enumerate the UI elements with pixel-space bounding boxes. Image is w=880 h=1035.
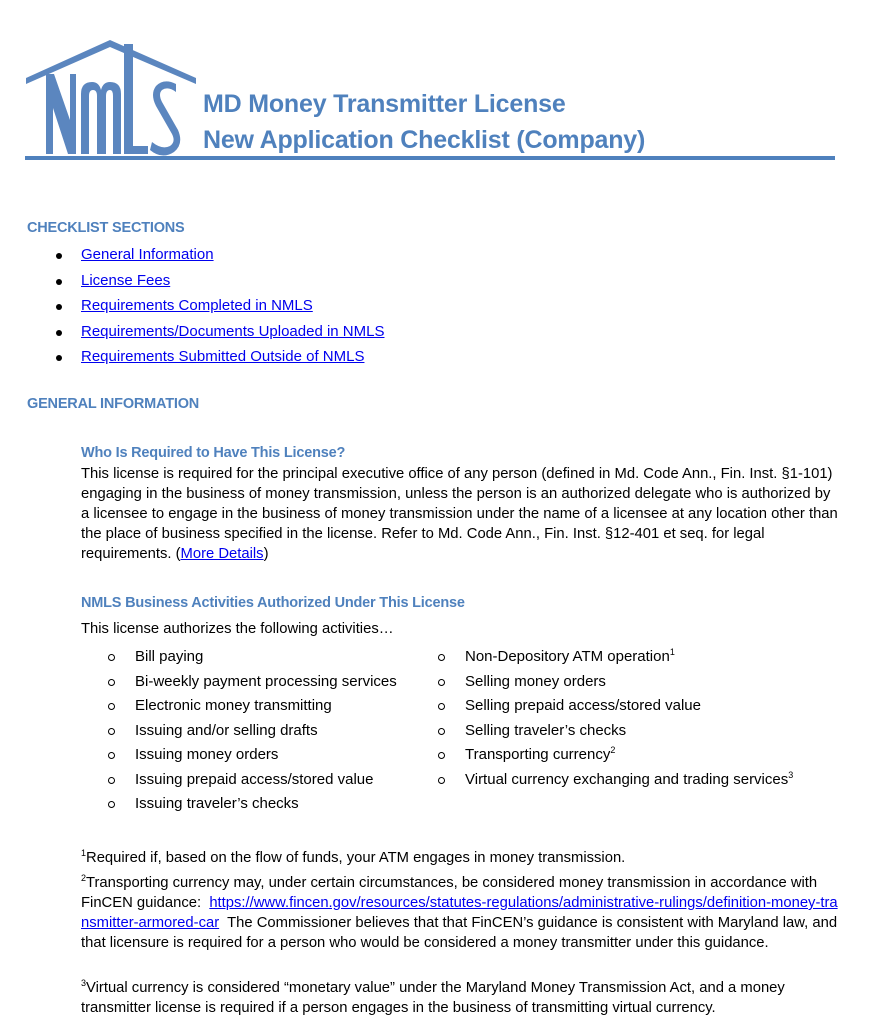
toc-item-requirements-uploaded: [55, 321, 384, 347]
who-required-text: [81, 464, 841, 564]
footnote-number: 1: [81, 848, 87, 858]
toc-item-requirements-outside: [55, 346, 384, 372]
activities-heading: NMLS Business Activities Authorized Under This License: [81, 595, 465, 611]
activity-item: [438, 671, 793, 696]
activity-label: Non-Depository ATM operation: [465, 648, 670, 665]
activities-list-right: [438, 646, 793, 793]
toc-link-requirements-completed[interactable]: Requirements Completed in NMLS: [81, 297, 313, 314]
activity-label: Issuing traveler’s checks: [135, 795, 299, 812]
activity-label: Issuing money orders: [135, 746, 279, 763]
footnote-number: 3: [81, 978, 87, 988]
activity-item: [108, 671, 397, 696]
who-required-heading: Who Is Required to Have This License?: [81, 445, 346, 461]
activity-label: Virtual currency exchanging and trading services: [465, 770, 789, 788]
activity-label: Issuing prepaid access/stored value: [135, 770, 374, 788]
footnote-text: The Commissioner believes that that FinCEN’s guidance is consistent with Maryland law, and that licensure is required for a person who would be considered a money transmitter under this guidance.: [81, 915, 842, 951]
activity-label: Transporting currency: [465, 746, 611, 763]
activity-label: Bill paying: [135, 648, 204, 665]
activity-label: Issuing and/or selling drafts: [135, 721, 318, 739]
activity-item: [438, 646, 793, 671]
footnote-2: [81, 873, 841, 953]
activity-item: [108, 769, 397, 794]
activities-intro: This license authorizes the following activities…: [81, 621, 394, 637]
title-line-2: New Application Checklist (Company): [203, 126, 646, 154]
footnote-3: [81, 978, 841, 1018]
activity-label: Electronic money transmitting: [135, 697, 332, 714]
footnote-ref: 2: [610, 745, 616, 755]
activity-item: [108, 646, 397, 671]
more-details-link[interactable]: More Details: [180, 546, 264, 562]
general-information-heading: GENERAL INFORMATION: [27, 396, 200, 412]
activity-item: [438, 744, 793, 769]
document-title: [203, 86, 645, 158]
activities-list-left: [108, 646, 397, 818]
toc-item-general-information: [55, 244, 384, 270]
activity-label: Selling prepaid access/stored value: [465, 697, 701, 714]
toc-item-requirements-completed: [55, 295, 384, 321]
activity-item: [108, 720, 397, 745]
who-required-close: ): [263, 546, 269, 562]
fincen-guidance-link[interactable]: https://www.fincen.gov/resources/statutes-regulations/administrative-rulings/definition-money-transmitter-armored-car: [81, 895, 838, 931]
footnote-1: [81, 848, 841, 868]
activity-item: [108, 793, 397, 818]
footnote-number: 2: [81, 873, 87, 883]
activity-item: [438, 695, 793, 720]
toc-item-license-fees: [55, 270, 384, 296]
checklist-sections-heading: CHECKLIST SECTIONS: [27, 220, 185, 236]
activity-label: Selling money orders: [465, 672, 606, 690]
footnote-ref: 3: [788, 769, 794, 780]
title-line-1: MD Money Transmitter License: [203, 90, 566, 118]
activity-item: [108, 744, 397, 769]
footnote-text: Virtual currency is considered “monetary value” under the Maryland Money Transmission Act, and a money transmitter license is required if a person engages in the business of transmitting virtual currency.: [81, 980, 785, 1016]
activity-label: Bi-weekly payment processing services: [135, 672, 397, 690]
activity-item: [108, 695, 397, 720]
footnote-ref: 1: [669, 647, 675, 657]
document-header: [0, 0, 880, 170]
toc-link-license-fees[interactable]: License Fees: [81, 271, 171, 289]
nmls-logo: [26, 38, 198, 158]
checklist-sections-list: [55, 244, 384, 372]
activity-item: [438, 769, 793, 794]
who-required-body: This license is required for the principal executive office of any person (defined in Md. Code Ann., Fin. Inst. §1-101) engaging in the business of money transmission, unless the person is an authorized delegate who is authorized by a licensee to engage in the business of money transmission under the name of a licensee at any location other than the place of business specified in the license. Refer to Md. Code Ann., Fin. Inst. §12-401 et seq. for legal requirements. (: [81, 466, 838, 562]
header-rule: [25, 156, 835, 160]
toc-link-requirements-uploaded[interactable]: Requirements/Documents Uploaded in NMLS: [81, 322, 385, 340]
footnote-text: Transporting currency may, under certain circumstances, be considered money transmission in accordance with FinCEN guidance:: [81, 875, 822, 911]
activity-label: Selling traveler’s checks: [465, 721, 627, 739]
toc-link-requirements-outside[interactable]: Requirements Submitted Outside of NMLS: [81, 348, 365, 365]
footnote-text: Required if, based on the flow of funds, your ATM engages in money transmission.: [86, 850, 626, 866]
activity-item: [438, 720, 793, 745]
toc-link-general-information[interactable]: General Information: [81, 246, 214, 263]
